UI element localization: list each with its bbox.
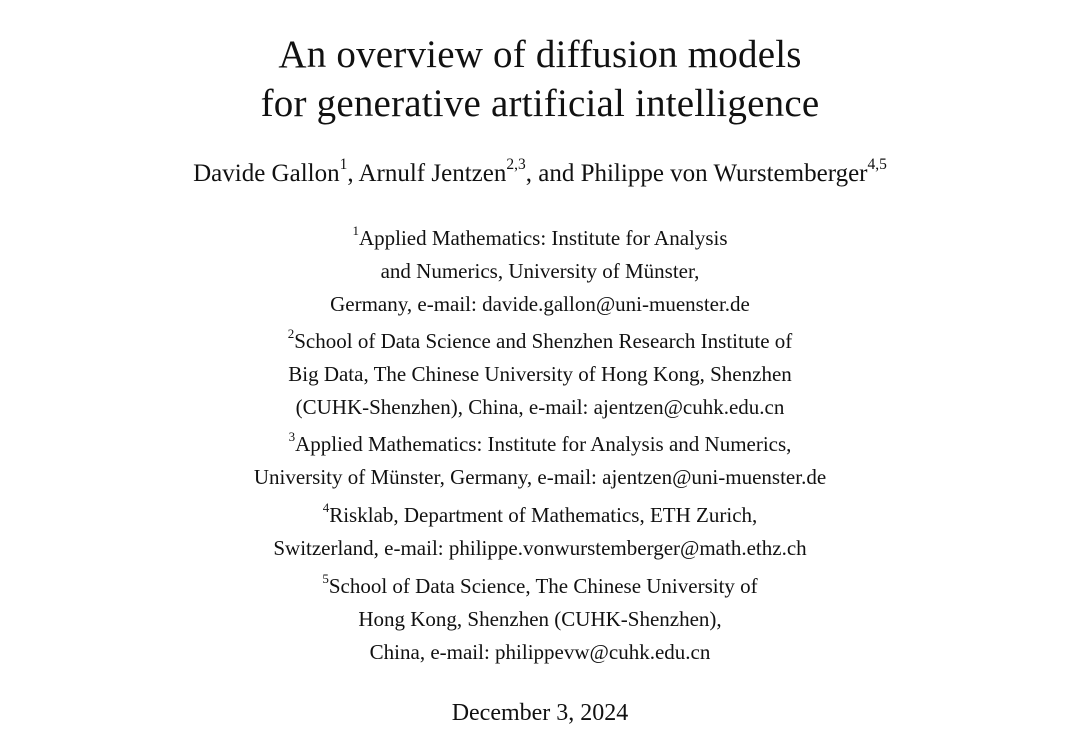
- author-affiliation-marker: 1: [339, 156, 348, 174]
- author-affiliation-marker: 2,3: [506, 156, 526, 174]
- paper-title: [0, 30, 1080, 128]
- affiliation-2: [0, 325, 1080, 424]
- affiliation-marker: 1: [352, 223, 359, 239]
- affiliation-text: Risklab, Department of Mathematics, ETH Zurich,: [329, 503, 758, 527]
- author-separator: , and: [525, 160, 581, 187]
- affiliation-text: School of Data Science and Shenzhen Research Institute of: [294, 329, 793, 353]
- affiliation-line: University of Münster, Germany, e-mail: ajentzen@uni-muenster.de: [253, 465, 827, 489]
- affiliation-marker: 2: [287, 326, 295, 342]
- affiliation-line: Switzerland, e-mail: philippe.vonwurstemberger@math.ethz.ch: [273, 536, 807, 560]
- title-line-1: An overview of diffusion models: [278, 33, 802, 76]
- affiliation-text: Applied Mathematics: Institute for Analysis: [358, 226, 728, 250]
- affiliation-text: School of Data Science, The Chinese University of: [328, 574, 758, 598]
- paper-date: December 3, 2024: [451, 700, 629, 726]
- affiliation-line: China, e-mail: philippevw@cuhk.edu.cn: [369, 640, 711, 664]
- affiliation-line: Big Data, The Chinese University of Hong Kong, Shenzhen: [288, 362, 792, 386]
- affiliation-marker: 5: [322, 571, 329, 587]
- affiliation-3: [0, 428, 1080, 494]
- affiliation-5: [0, 570, 1080, 669]
- affiliation-line: [0, 325, 1080, 358]
- affiliation-line: Germany, e-mail: davide.gallon@uni-muenster.de: [330, 292, 750, 316]
- affiliation-line: and Numerics, University of Münster,: [380, 259, 700, 283]
- author-separator: ,: [347, 160, 359, 187]
- author-name: Arnulf Jentzen: [358, 160, 507, 187]
- affiliation-4: [0, 499, 1080, 565]
- author-name: Philippe von Wurstemberger: [580, 160, 868, 187]
- affiliation-marker: 3: [288, 429, 296, 445]
- affiliation-1: [0, 222, 1080, 321]
- affiliation-line: [0, 428, 1080, 461]
- affiliation-marker: 4: [322, 500, 330, 516]
- affiliation-line: Hong Kong, Shenzhen (CUHK-Shenzhen),: [358, 607, 722, 631]
- author-list: [0, 158, 1080, 190]
- author-name: Davide Gallon: [193, 160, 340, 187]
- affiliation-line: [0, 570, 1080, 603]
- affiliation-text: Applied Mathematics: Institute for Analysis and Numerics,: [295, 432, 792, 456]
- affiliation-line: [0, 499, 1080, 532]
- affiliation-line: [0, 222, 1080, 255]
- author-affiliation-marker: 4,5: [867, 156, 887, 174]
- title-line-2: for generative artificial intelligence: [260, 82, 820, 125]
- affiliation-line: (CUHK-Shenzhen), China, e-mail: ajentzen@cuhk.edu.cn: [295, 395, 785, 419]
